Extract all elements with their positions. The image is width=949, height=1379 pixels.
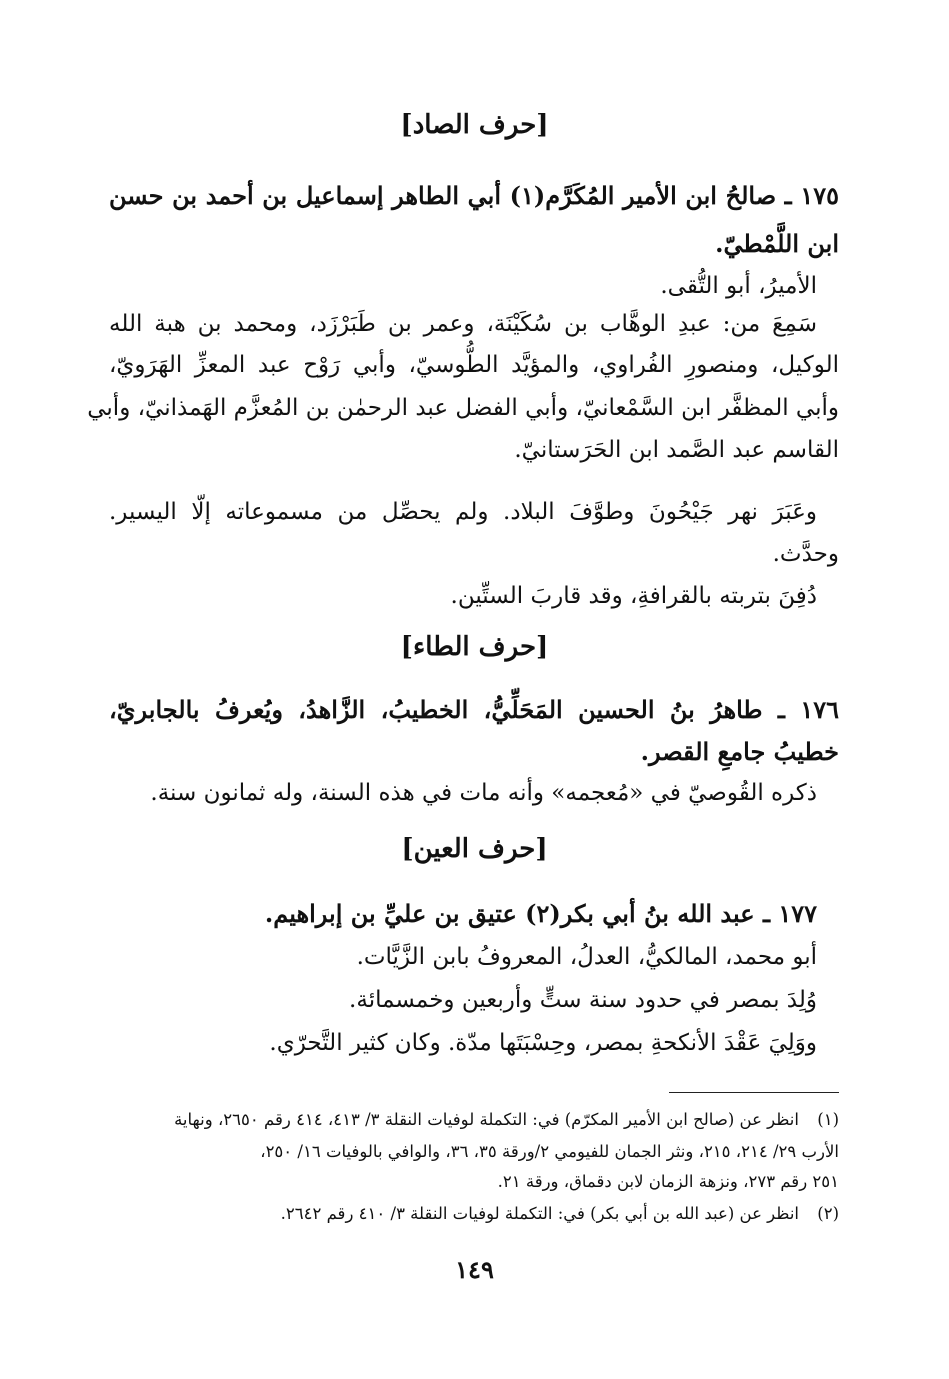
entry-175-body-line: دُفِنَ بتربته بالقرافةِ، وقد قاربَ الستِّين. (450, 583, 817, 609)
footnote-2-text: انظر عن (عبد الله بن أبي بكر) في: التكملة لوفيات النقلة ٣/ ٤١٠ رقم ٢٦٤٢. (280, 1204, 799, 1223)
page-number: ١٤٩ (455, 1255, 494, 1284)
footnote-separator (669, 1092, 839, 1093)
entry-175-body-line: الوكيل، ومنصورِ الفُراوي، والمؤيَّد الطُّوسيّ، وأبي رَوْح عبد المعزِّ الهَرَويّ، (109, 352, 839, 378)
entry-175-body-line: وحدَّث. (772, 541, 839, 567)
footnote-2-line1 (109, 1198, 839, 1230)
entry-175-title-line1: ١٧٥ ـ صالحُ ابن الأمير المُكَرَّم(١) أبي الطاهر إسماعيل بن أحمد بن حسن (109, 181, 839, 210)
entry-175-kunya: الأميرُ، أبو التُّقى. (660, 273, 817, 299)
footnote-1-line1 (109, 1104, 839, 1136)
footnote-1-text: انظر عن (صالح ابن الأمير المكرّم) في: التكملة لوفيات النقلة ٣/ ٤١٣، ٤١٤ رقم ٢٦٥٠، ونهاية (174, 1110, 799, 1129)
entry-177-body-line: أبو محمد، المالكيُّ، العدلُ، المعروفُ بابن الزَّيَّات. (356, 944, 817, 970)
entry-177-title: ١٧٧ ـ عبد الله بنُ أبي بكر(٢) عتيق بن عليِّ بن إبراهيم. (264, 899, 817, 928)
entry-175-body-line: وعَبَرَ نهر جَيْحُونَ وطوَّفَ البلاد. ولم يحصِّل من مسموعاته إلّا اليسير. (109, 499, 817, 525)
entry-176-title-line2: خطيبُ جامعِ القصر. (640, 737, 839, 766)
footnote-1-line2: الأرب ٢٩/ ٢١٤، ٢١٥، ونثر الجمان للفيومي ٢/ورقة ٣٥، ٣٦، والوافي بالوفيات ١٦/ ٢٥٠، (260, 1142, 839, 1161)
section-heading-sad: [حرف الصاد] (400, 110, 549, 140)
entry-175-title-line2: ابن اللَّمْطيّ. (715, 229, 839, 258)
footnote-1-number: (١) (817, 1110, 839, 1129)
footnote-2-number: (٢) (817, 1204, 839, 1223)
entry-175-body-line: سَمِعَ من: عبدِ الوهَّاب بن سُكَيْنَة، وعمر بن طَبَرْزَد، ومحمد بن هبة الله (109, 311, 817, 337)
entry-176-title-line1: ١٧٦ ـ طاهرُ بنُ الحسين المَحَلِّيُّ، الخطيبُ، الزَّاهدُ، ويُعرفُ بالجابريّ، (109, 695, 839, 724)
entry-176-body-line: ذكره القُوصيّ في «مُعجمه» وأنه مات في هذه السنة، وله ثمانون سنة. (150, 780, 817, 806)
footnote-1-line3: ٢٥١ رقم ٢٧٣، ونزهة الزمان لابن دقماق، ورقة ٢١. (497, 1172, 839, 1191)
section-heading-ain: [حرف العين] (401, 834, 548, 864)
entry-175-body-line: القاسم عبد الصَّمد ابن الحَرَستانيّ. (514, 437, 839, 463)
entry-175-body-line: وأبي المظفَّر ابن السَّمْعانيّ، وأبي الفضل عبد الرحمٰن بن المُعزَّم الهَمذانيّ، وأبي (87, 395, 839, 421)
section-heading-ta: [حرف الطاء] (400, 632, 549, 662)
entry-177-body-line: ووَلِيَ عَقْدَ الأنكحةِ بمصر، وحِسْبَتَها مدّة. وكان كثير التَّحرّي. (269, 1030, 817, 1056)
entry-177-body-line: وُلِدَ بمصر في حدود سنة ستٍّ وأربعين وخمسمائة. (349, 987, 817, 1013)
